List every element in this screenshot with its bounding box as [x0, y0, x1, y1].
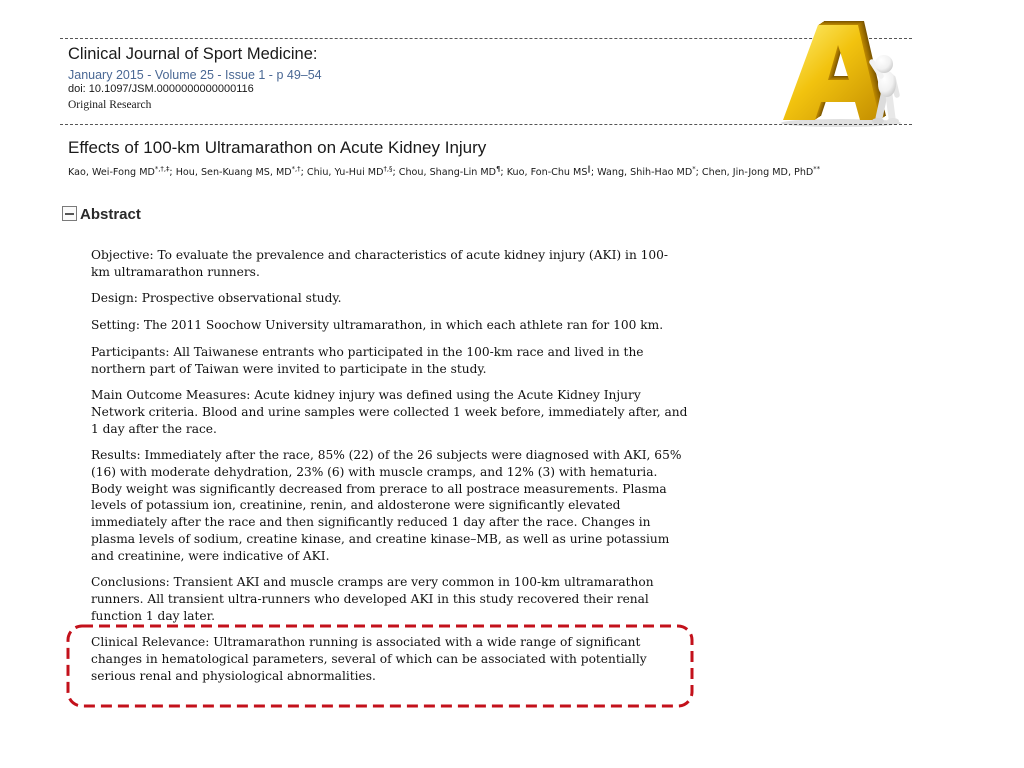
author-list	[68, 167, 820, 179]
author-name: Chiu, Yu-Hui MD	[306, 167, 384, 178]
abstract-line: 1 day after the race.	[91, 421, 217, 436]
issue-info: January 2015 - Volume 25 - Issue 1 - p 49–54	[68, 68, 322, 82]
author-separator: ;	[500, 167, 507, 178]
abstract-line: Clinical Relevance: Ultramarathon running is associated with a wide range of significant	[91, 635, 641, 650]
abstract-line: Results: Immediately after the race, 85% (22) of the 26 subjects were diagnosed with AKI, 65%	[91, 448, 682, 463]
author-name: Kao, Wei-Fong MD	[68, 167, 155, 178]
letter-a-mascot-icon	[775, 18, 915, 130]
author-affiliation-marks: **	[813, 165, 821, 173]
abstract-main-outcome-measures	[91, 387, 687, 437]
author-name: Wang, Shih-Hao MD	[597, 167, 693, 178]
abstract-line: levels of potassium ion, creatinine, renin, and aldosterone were significantly elevated	[91, 498, 621, 513]
abstract-line: Body weight was significantly decreased from prerace to all postrace measurements. Plasma	[91, 481, 667, 496]
abstract-line: Design: Prospective observational study.	[91, 291, 342, 306]
abstract-results	[91, 447, 687, 564]
author-affiliation-marks: †,§	[383, 165, 393, 173]
abstract-line: Network criteria. Blood and urine samples were collected 1 week before, immediately after, and	[91, 404, 688, 419]
author-affiliation-marks: ‖	[587, 165, 591, 173]
abstract-line: Participants: All Taiwanese entrants who participated in the 100-km race and lived in the	[91, 344, 644, 359]
author-separator: ;	[169, 167, 176, 178]
article-type: Original Research	[68, 99, 152, 111]
article-title: Effects of 100-km Ultramarathon on Acute Kidney Injury	[68, 138, 487, 157]
author-name: Hou, Sen-Kuang MS, MD	[175, 167, 292, 178]
abstract-line: plasma levels of sodium, creatine kinase, and creatine kinase–MB, as well as urine potassium	[91, 531, 670, 546]
abstract-line: and creatinine, were indicative of AKI.	[91, 548, 330, 563]
author-name: Kuo, Fon-Chu MS	[506, 167, 588, 178]
abstract-line: km ultramarathon runners.	[91, 264, 260, 279]
abstract-line: runners. All transient ultra-runners who developed AKI in this study recovered their renal	[91, 591, 649, 606]
abstract-line: immediately after the race and then significantly reduced 1 day after the race. Changes in	[91, 515, 651, 530]
abstract-line: Setting: The 2011 Soochow University ultramarathon, in which each athlete ran for 100 km.	[91, 318, 664, 333]
abstract-line: Objective: To evaluate the prevalence and characteristics of acute kidney injury (AKI) in 100-	[91, 248, 669, 262]
author-name: Chen, Jin-Jong MD, PhD	[701, 167, 814, 178]
author-name: Chou, Shang-Lin MD	[398, 167, 497, 178]
author-separator: ;	[392, 167, 399, 178]
doi: doi: 10.1097/JSM.0000000000000116	[68, 83, 254, 95]
abstract-design	[91, 290, 687, 307]
abstract-line: Main Outcome Measures: Acute kidney injury was defined using the Acute Kidney Injury	[91, 388, 641, 403]
author-separator: ;	[300, 167, 307, 178]
author-separator: ;	[695, 167, 702, 178]
abstract-objective	[91, 247, 687, 280]
abstract-line: northern part of Taiwan were invited to participate in the study.	[91, 361, 487, 376]
collapse-toggle-icon[interactable]	[62, 206, 77, 221]
abstract-line: function 1 day later.	[91, 608, 215, 623]
author-affiliation-marks: *,†,‡	[154, 165, 170, 173]
journal-name: Clinical Journal of Sport Medicine:	[68, 45, 318, 63]
abstract-line: (16) with moderate dehydration, 23% (6) with muscle cramps, and 12% (3) with hematuria.	[91, 465, 658, 480]
abstract-line: changes in hematological parameters, several of which can be associated with potentially	[91, 652, 647, 667]
author-affiliation-marks: ¶	[496, 165, 501, 173]
abstract-conclusions	[91, 574, 687, 624]
abstract-participants	[91, 344, 687, 377]
author-affiliation-marks: *,†	[291, 165, 301, 173]
abstract-setting	[91, 317, 687, 334]
highlight-dashed-box	[66, 624, 694, 708]
abstract-line: Conclusions: Transient AKI and muscle cramps are very common in 100-km ultramarathon	[91, 575, 654, 590]
abstract-heading: Abstract	[80, 206, 141, 223]
author-affiliation-marks: *	[692, 165, 696, 173]
abstract-line: serious renal and physiological abnormalities.	[91, 668, 376, 683]
author-separator: ;	[590, 167, 598, 178]
minus-icon	[65, 213, 74, 215]
